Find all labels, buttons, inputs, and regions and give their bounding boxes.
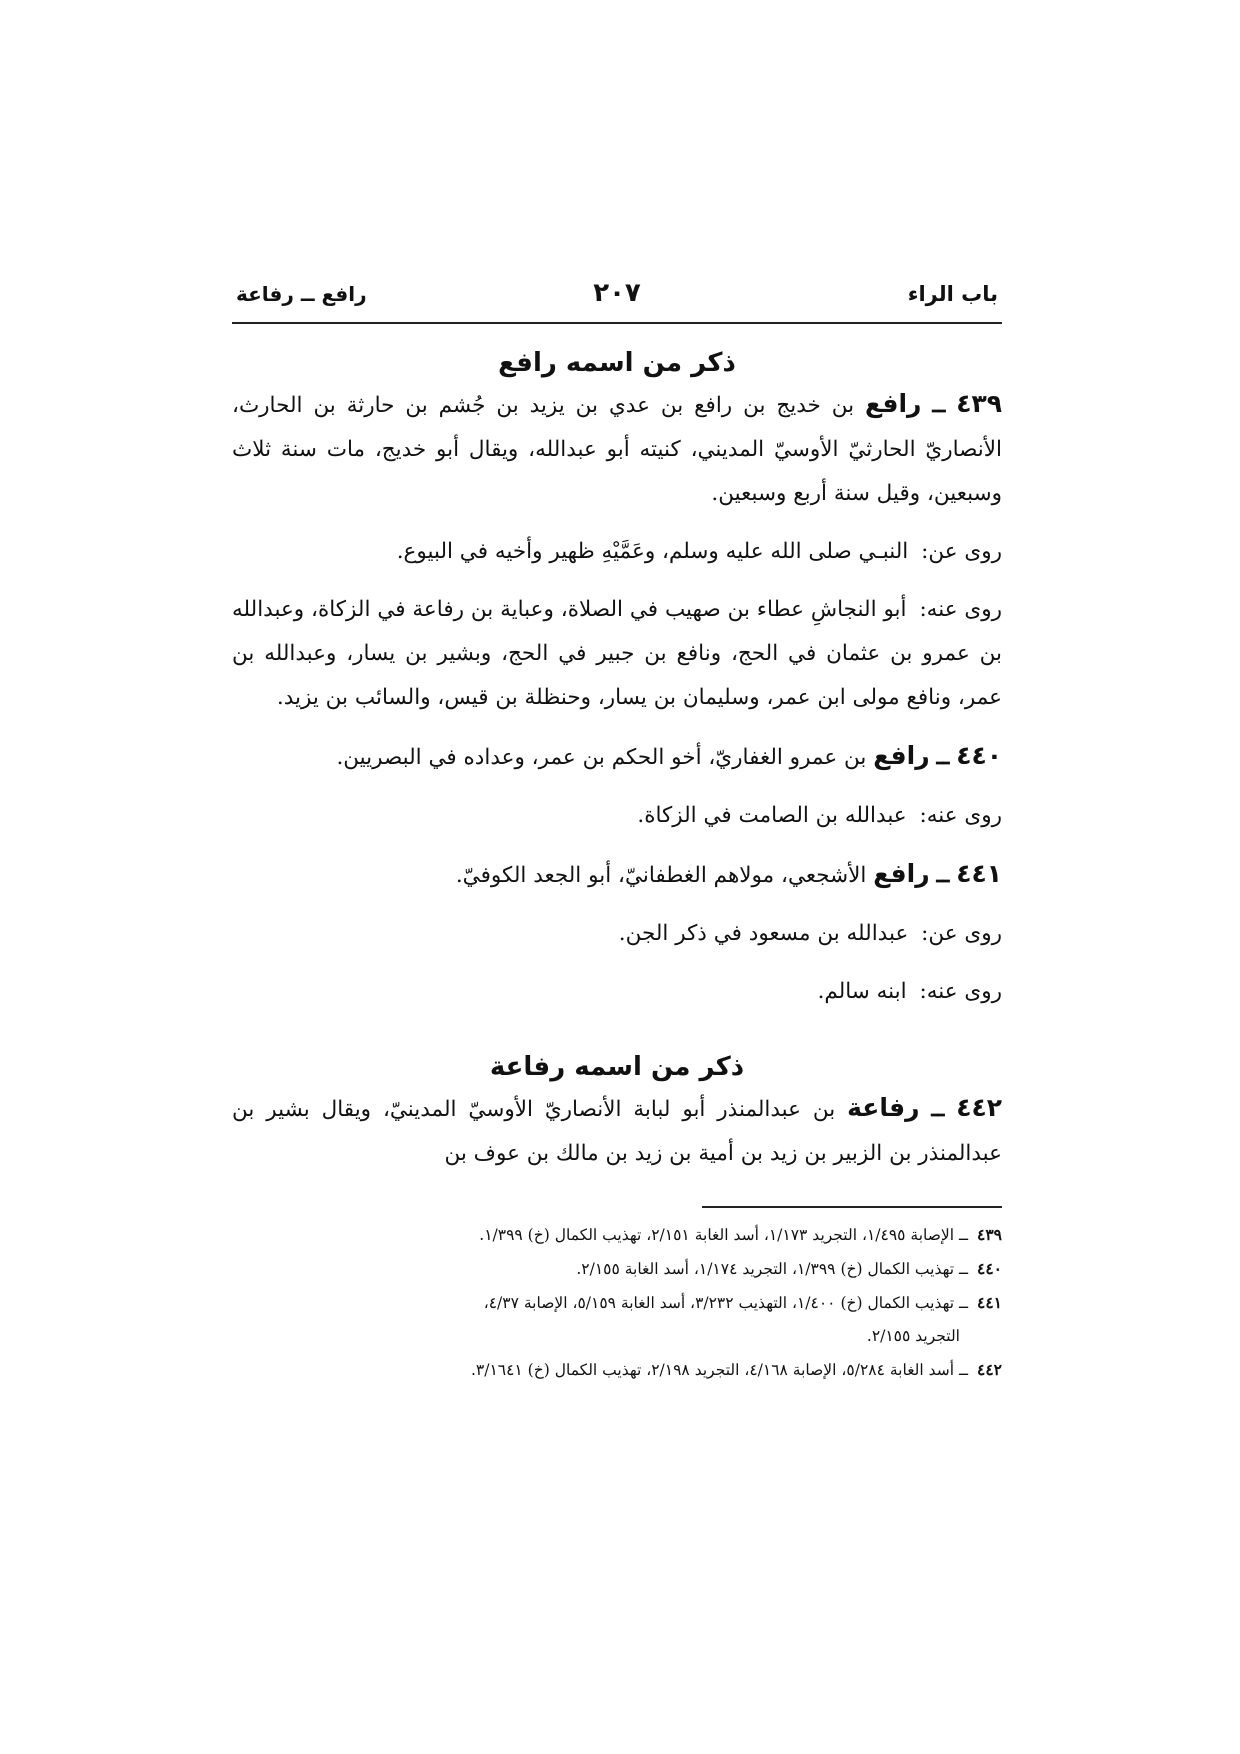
entry-440 [232, 734, 1002, 780]
entry-number: ٤٤٢ [956, 1093, 1002, 1122]
entry-dash: ــ [932, 392, 946, 418]
narrated-by-label: روى عنه: [919, 597, 1003, 622]
footnote-text: ــ أسد الغابة ٥/٢٨٤، الإصابة ٤/١٦٨، التجريد ٢/١٩٨، تهذيب الكمال (خ) ٣/١٦٤١. [470, 1361, 969, 1379]
entry-number: ٤٣٩ [956, 389, 1002, 418]
narrated-from-label: روى عن: [921, 921, 1002, 946]
section-heading-rifaa: ذكر من اسمه رفاعة [489, 1052, 745, 1082]
footnote-text: ــ الإصابة ١/٤٩٥، التجريد ١/١٧٣، أسد الغابة ٢/١٥١، تهذيب الكمال (خ) ١/٣٩٩. [479, 1226, 969, 1244]
entry-bio: الأشجعي، مولاهم الغطفانيّ، أبو الجعد الكوفيّ. [455, 863, 867, 888]
narrated-by [232, 970, 1002, 1014]
footnote [232, 1252, 1002, 1286]
narrated-from-text: النبـي صلى الله عليه وسلم، وعَمَّيْهِ ظهير وأخيه في البيوع. [396, 539, 909, 564]
entry-dash: ــ [936, 862, 950, 888]
narrated-by-label: روى عنه: [919, 803, 1002, 828]
section-heading-rafi: ذكر من اسمه رافع [498, 348, 736, 378]
narrated-by-text: عبدالله بن الصامت في الزكاة. [637, 803, 907, 828]
entry-name: رفاعة [847, 1093, 920, 1122]
footnote-number: ٤٤١ [977, 1293, 1002, 1312]
entry-bio: بن عبدالمنذر أبو لبابة الأنصاريّ الأوسيّ المدينيّ، ويقال بشير بن عبدالمنذر بن الزبير بن زيد بن أمية بن زيد بن مالك بن عوف بن [232, 1097, 1002, 1166]
footnote-continuation: التجريد ٢/١٥٥. [866, 1327, 960, 1345]
narrated-by-label: روى عنه: [919, 979, 1002, 1004]
footnote [232, 1218, 1002, 1252]
entry-439 [232, 382, 1002, 516]
footnote-divider [702, 1206, 1002, 1208]
entry-range: رافع ــ رفاعة [236, 282, 367, 306]
entry-name: رافع [865, 389, 922, 418]
book-page [232, 270, 1002, 1387]
entry-number: ٤٤٠ [956, 741, 1002, 770]
entry-number: ٤٤١ [956, 859, 1002, 888]
entry-name: رافع [873, 859, 930, 888]
narrated-by [232, 588, 1002, 720]
narrated-from-label: روى عن: [921, 539, 1002, 564]
narrated-by-text: أبو النجاشِ عطاء بن صهيب في الصلاة، وعباية بن رفاعة في الزكاة، وعبدالله بن عمرو بن عثمان في الحج، ونافع بن جبير في الحج، وبشير بن يسار، وعبدالله بن عمر، ونافع مولى ابن عمر، وسليمان بن يسار، وحنظلة بن قيس، والسائب بن يزيد. [232, 597, 1002, 710]
entry-442 [232, 1086, 1002, 1176]
entry-bio: بن عمرو الغفاريّ، أخو الحكم بن عمر، وعداده في البصريين. [336, 745, 867, 770]
footnote-number: ٤٤٢ [977, 1360, 1002, 1379]
entry-dash: ــ [931, 1096, 945, 1122]
running-header [232, 270, 1002, 324]
narrated-from-text: عبدالله بن مسعود في ذكر الجن. [618, 921, 909, 946]
entry-dash: ــ [936, 744, 950, 770]
narrated-from [232, 530, 1002, 574]
footnote [232, 1353, 1002, 1387]
footnote-text: ــ تهذيب الكمال (خ) ١/٣٩٩، التجريد ١/١٧٤، أسد الغابة ٢/١٥٥. [576, 1260, 969, 1278]
entry-bio: بن خديج بن رافع بن عدي بن يزيد بن جُشم بن حارثة بن الحارث، الأنصاريّ الحارثيّ الأوسيّ المديني، كنيته أبو عبدالله، ويقال أبو خديج، مات سنة ثلاث وسبعين، وقيل سنة أربع وسبعين. [232, 393, 1002, 506]
entry-441 [232, 852, 1002, 898]
footnote-number: ٤٤٠ [977, 1259, 1002, 1278]
narrated-by [232, 794, 1002, 838]
footnotes [232, 1218, 1002, 1387]
footnote [232, 1286, 1002, 1353]
chapter-title: باب الراء [907, 282, 998, 306]
entry-name: رافع [873, 741, 930, 770]
footnote-number: ٤٣٩ [977, 1225, 1002, 1244]
narrated-by-text: ابنه سالم. [817, 979, 907, 1004]
page-number: ٢٠٧ [593, 278, 641, 308]
narrated-from [232, 912, 1002, 956]
footnote-text: ــ تهذيب الكمال (خ) ١/٤٠٠، التهذيب ٣/٢٣٢، أسد الغابة ٥/١٥٩، الإصابة ٤/٣٧، [483, 1294, 969, 1312]
